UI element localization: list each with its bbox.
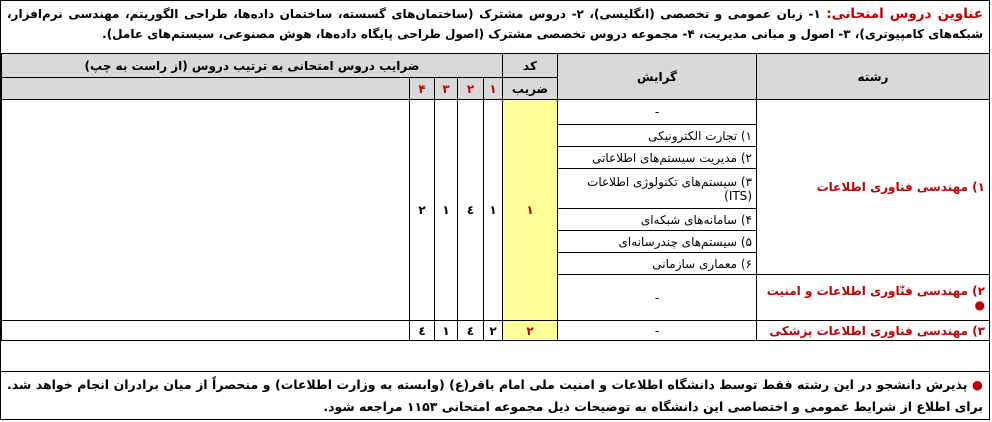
field-name-it-security: [757, 275, 990, 321]
header-course-3: ۳: [435, 78, 458, 100]
trend-cell: -: [558, 100, 757, 125]
footnote-marker: ●: [974, 297, 985, 312]
header-code-line1: کد: [503, 54, 558, 78]
coef-course-2: ٤: [458, 100, 484, 321]
coef-course-3: ۱: [435, 100, 458, 321]
coef-course-4: ٤: [410, 321, 435, 341]
coef-course-3: ۱: [435, 321, 458, 341]
code-group-2: ۲: [503, 321, 558, 341]
header-coefficients: ضرایب دروس امتحانی به ترتیب دروس (از راست به چپ): [2, 54, 503, 78]
trend-cell: ۱) تجارت الکترونیکی: [558, 125, 757, 147]
header-empty-cell: [2, 78, 410, 100]
header-code-line2: ضریب: [503, 78, 558, 100]
trend-cell: ۲) مدیریت سیستم‌های اطلاعاتی: [558, 147, 757, 169]
notes-empty-cell: [2, 100, 410, 321]
header-course-4: ۴: [410, 78, 435, 100]
footnote-marker: ●: [971, 377, 983, 392]
exam-subjects-intro: [1, 1, 989, 53]
field-name-medical-it: ۳) مهندسی فناوری اطلاعات پزشکی: [757, 321, 990, 341]
coef-course-1: ۲: [484, 321, 503, 341]
coefficients-table: [1, 53, 990, 341]
footer-text: پذیرش دانشجو در این رشته فقط توسط دانشگاه اطلاعات و امنیت ملی امام باقر(ع) (وابسته به وزارت اطلاعات) و منحصراً از میان برادران انجام خواهد شد. برای اطلاع از شرایط عمومی و اختصاصی این دانشگاه به توضیحات ذیل مجموعه امتحانی ۱۱۵۳ مراجعه شود.: [7, 377, 983, 414]
notes-empty-cell: [2, 321, 410, 341]
intro-body: ۱- زبان عمومی و تخصصی (انگلیسی)، ۲- دروس مشترک (ساختمان‌های گسسته، ساختمان داده‌ها، طراحی الگوریتم، مهندسی نرم‌افزار، شبکه‌های کامپیوتری)، ۳- اصول و مبانی مدیریت، ۴- مجموعه دروس تخصصی مشترک (اصول طراحی پایگاه داده‌ها، هوش مصنوعی، سیستم‌های عامل).: [7, 7, 983, 41]
trend-cell: -: [558, 321, 757, 341]
field-name-text: ۲) مهندسی فنّاوری اطلاعات و امنیت: [766, 283, 985, 298]
trend-cell: ۶) معماری سازمانی: [558, 253, 757, 275]
code-group-1: ۱: [503, 100, 558, 321]
trend-cell: ۳) سیستم‌های تکنولوژی اطلاعات (ITS): [558, 169, 757, 209]
coef-course-1: ۱: [484, 100, 503, 321]
intro-lead: عناوین دروس امتحانی:: [826, 6, 983, 22]
trend-cell: ۵) سیستم‌های چندرسانه‌ای: [558, 231, 757, 253]
header-field: رشته: [757, 54, 990, 100]
field-name-it: ۱) مهندسی فناوری اطلاعات: [757, 100, 990, 275]
header-course-1: ۱: [484, 78, 503, 100]
trend-cell: -: [558, 275, 757, 321]
trend-cell: ۴) سامانه‌های شبکه‌ای: [558, 209, 757, 231]
coef-course-2: ٤: [458, 321, 484, 341]
header-course-2: ۲: [458, 78, 484, 100]
header-trend: گرایش: [558, 54, 757, 100]
footer-note: [1, 371, 989, 419]
coef-course-4: ۲: [410, 100, 435, 321]
